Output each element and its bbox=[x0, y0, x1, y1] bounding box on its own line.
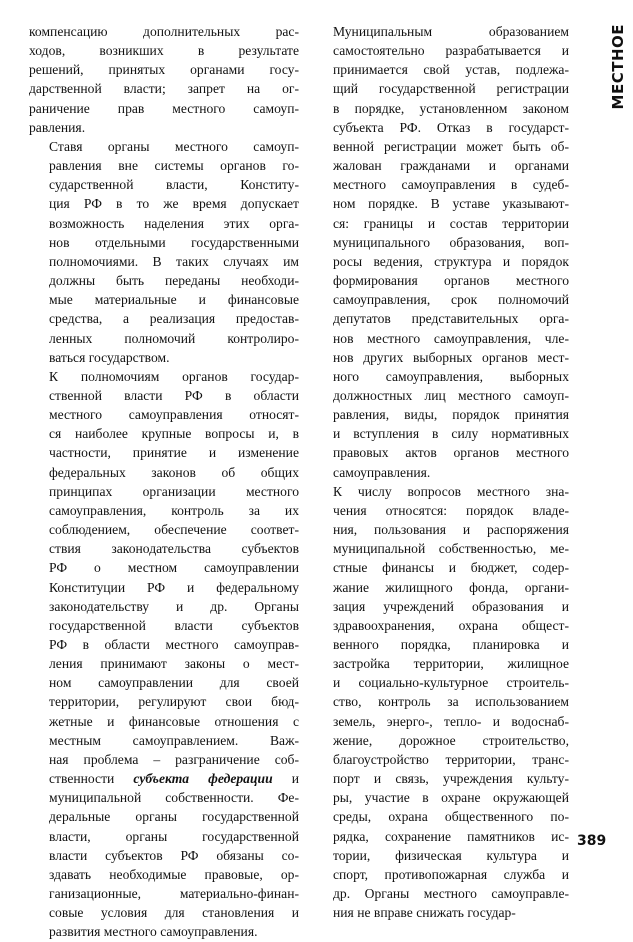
text-line: должностных лиц местного самоуп- bbox=[333, 387, 569, 403]
text-line: самоуправления. bbox=[333, 464, 431, 480]
text-line: застройка территории, жилищное bbox=[333, 656, 569, 672]
paragraph bbox=[29, 137, 299, 367]
text-line: ваться государством. bbox=[49, 349, 170, 365]
text-line: местного самоуправления в судеб- bbox=[333, 177, 569, 193]
text-line: здавать необходимые правовые, ор- bbox=[49, 866, 299, 882]
text-line: благоустройство территории, транс- bbox=[333, 751, 569, 767]
text-line: и вступления в силу нормативных bbox=[333, 426, 569, 442]
text-line: Конституции РФ и федеральному bbox=[49, 579, 299, 595]
text-line: порт и связь, учреждения культу- bbox=[333, 771, 569, 787]
text-line: компенсацию дополнительных рас- bbox=[29, 24, 299, 39]
text-line: самоуправления, срок полномочий bbox=[333, 292, 569, 308]
text-line: ления принимают законы о мест- bbox=[49, 656, 299, 672]
text-line: чения относятся: порядок владе- bbox=[333, 502, 569, 518]
text-line: РФ о местном самоуправлении bbox=[49, 560, 299, 576]
text-line: равления, виды, порядок принятия bbox=[333, 407, 569, 423]
text-line: жание жилищного фонда, органи- bbox=[333, 579, 569, 595]
text-line: ния, пользования и распоряжения bbox=[333, 522, 569, 538]
text-line: тории, физическая культура и bbox=[333, 847, 569, 863]
text-line: здравоохранения, охрана общест- bbox=[333, 617, 569, 633]
text-line: государственной власти субъектов bbox=[49, 617, 299, 633]
text-line: ного самоуправления, выборных bbox=[333, 368, 569, 384]
text-line: депутатов представительных орга- bbox=[333, 311, 569, 327]
text-line: частности, принятие и изменение bbox=[49, 445, 299, 461]
text-line: щий государственной регистрации bbox=[333, 81, 569, 97]
text-line: деральные органы государственной bbox=[49, 809, 299, 825]
text-line: муниципальной собственности. Фе- bbox=[49, 790, 299, 806]
text-line: стные финансы и бюджет, содер- bbox=[333, 560, 569, 576]
paragraph bbox=[313, 22, 569, 482]
text-line: федеральных законов об общих bbox=[49, 464, 299, 480]
text-line: росы ведения, структура и порядок bbox=[333, 253, 569, 269]
text-line: принципах организации местного bbox=[49, 483, 299, 499]
text-line: др. Органы местного самоуправле- bbox=[333, 886, 569, 902]
text-line: Муниципальным образованием bbox=[333, 24, 569, 39]
text-line: ходов, возникших в результате bbox=[29, 43, 299, 59]
text-line: спорт, противопожарная служба и bbox=[333, 866, 569, 882]
text-line: К полномочиям органов государ- bbox=[49, 368, 299, 384]
text-line: раничение прав местного самоуп- bbox=[29, 100, 299, 116]
text-line: венного порядка, планировка и bbox=[333, 637, 569, 652]
text-line: правовых актов органов местного bbox=[333, 445, 569, 461]
text-line: ном самоуправлении для своей bbox=[49, 675, 299, 691]
text-line: жалован гражданами и органами bbox=[333, 158, 569, 174]
text-line: мые материальные и финансовые bbox=[49, 292, 299, 308]
text-line: субъекта РФ. Отказ в государст- bbox=[333, 119, 569, 135]
text-line: формирования органов местного bbox=[333, 273, 569, 289]
text-line: ганизационные, материально-финан- bbox=[49, 886, 299, 902]
text-line: соблюдением, обеспечение соответ- bbox=[49, 522, 299, 538]
text-line: жетные и финансовые отношения с bbox=[49, 713, 299, 729]
text-line: власти субъектов РФ обязаны со- bbox=[49, 847, 299, 863]
text-line: законодательству и др. Органы bbox=[49, 598, 299, 614]
text-line: местным самоуправлением. Важ- bbox=[49, 732, 299, 748]
text-line: муниципального образования, воп- bbox=[333, 234, 569, 250]
text-line: земель, энерго-, тепло- и водоснаб- bbox=[333, 713, 569, 729]
text-line: нов других выборных органов мест- bbox=[333, 349, 569, 365]
page-number: 389 bbox=[577, 833, 607, 849]
text-line: ция РФ в то же время допускает bbox=[49, 196, 299, 212]
text-line: нов местного самоуправления, чле- bbox=[333, 330, 569, 346]
text-line: жение, дорожное строительство, bbox=[333, 732, 569, 748]
text-line: муниципальной собственностью, ме- bbox=[333, 541, 569, 557]
text-line: ры, участие в охране окружающей bbox=[333, 790, 569, 806]
text-line: ственности субъекта федерации и bbox=[49, 771, 299, 787]
text-line: зация учреждений образования и bbox=[333, 598, 569, 614]
text-line: решений, принятых органами госу- bbox=[29, 62, 299, 78]
text-line: ная проблема – разграничение соб- bbox=[49, 751, 299, 767]
text-line: ственной власти РФ в области bbox=[49, 387, 299, 403]
text-line: местного самоуправления относят- bbox=[49, 407, 299, 423]
text-line: равления. bbox=[29, 119, 86, 135]
text-line: рядка, сохранение памятников ис- bbox=[333, 828, 569, 844]
text-line: и социально-культурное строитель- bbox=[333, 675, 569, 691]
text-line: Ставя органы местного самоуп- bbox=[49, 138, 299, 154]
text-line: территории, регулируют свои бюд- bbox=[49, 694, 299, 710]
text-line: принимается свой устав, подлежа- bbox=[333, 62, 569, 78]
text-line: ленных полномочий контролиро- bbox=[49, 330, 299, 346]
paragraph bbox=[313, 482, 569, 923]
text-line: средства, а реализация предостав- bbox=[49, 311, 299, 327]
text-line: ния не вправе снижать государ- bbox=[333, 905, 516, 921]
text-line: возможность наделения этих орга- bbox=[49, 215, 299, 231]
text-line: венной регистрации может быть об- bbox=[333, 138, 569, 154]
text-line: развития местного самоуправления. bbox=[49, 924, 258, 940]
text-line: ствия законодательства субъектов bbox=[49, 541, 299, 557]
text-line: совые условия для становления и bbox=[49, 905, 299, 921]
text-line: дарственной власти; запрет на ог- bbox=[29, 81, 299, 97]
section-label: МЕСТНОЕ bbox=[609, 24, 627, 110]
text-line: ся: границы и состав территории bbox=[333, 215, 569, 231]
text-line: равления вне системы органов го- bbox=[49, 158, 299, 174]
text-line: самоуправления, контроль за их bbox=[49, 502, 299, 518]
text-line: сударственной власти, Конститу- bbox=[49, 177, 299, 193]
text-line: полномочиями. В таких случаях им bbox=[49, 253, 299, 269]
text-line: должны быть переданы необходи- bbox=[49, 273, 299, 289]
text-line: ство, контроль за использованием bbox=[333, 694, 569, 710]
text-line: власти, органы государственной bbox=[49, 828, 299, 844]
text-line: самостоятельно разрабатывается и bbox=[333, 43, 569, 59]
right-column bbox=[313, 22, 569, 922]
text-line: нов отдельными государственными bbox=[49, 234, 299, 250]
left-column bbox=[29, 22, 299, 942]
paragraph bbox=[29, 22, 299, 137]
text-line: ся наиболее крупные вопросы и, в bbox=[49, 426, 299, 442]
text-line: К числу вопросов местного зна- bbox=[333, 483, 569, 499]
text-line: РФ в области местного самоуправ- bbox=[49, 637, 299, 652]
paragraph bbox=[29, 367, 299, 942]
text-line: среды, охрана общественного по- bbox=[333, 809, 569, 825]
text-line: ном порядке. В уставе указывают- bbox=[333, 196, 569, 212]
text-line: в порядке, установленном законом bbox=[333, 100, 569, 116]
